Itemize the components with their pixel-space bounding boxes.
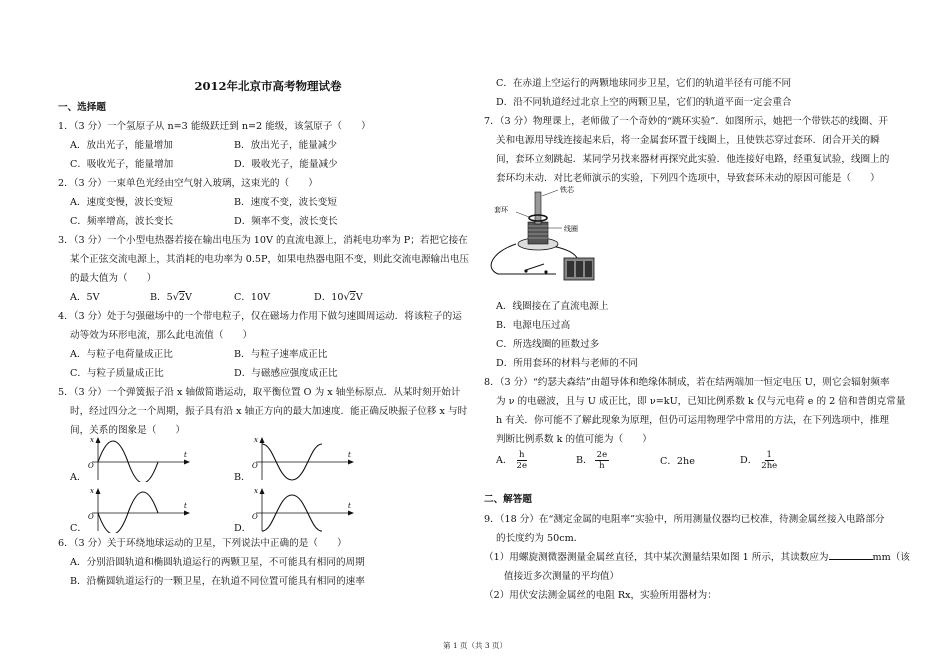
q5b-origin: O xyxy=(252,462,258,470)
q5-graph-c xyxy=(84,487,194,533)
q6-stem: 6．（3 分）关于环绕地球运动的卫星，下列说法中正确的是（ ） xyxy=(58,538,347,549)
page-footer: 第 1 页（共 3 页） xyxy=(442,641,508,650)
q4-option-d: D．与磁感应强度成正比 xyxy=(234,368,338,379)
q5d-axis-t: t xyxy=(348,502,351,510)
q5c-origin: O xyxy=(88,513,94,521)
q4-option-c: C．与粒子质量成正比 xyxy=(70,368,164,379)
q7-option-c: C．所选线圈的匝数过多 xyxy=(496,339,600,350)
q3-option-c: C．10V xyxy=(234,292,271,303)
q7-label-ring: 套环 xyxy=(494,206,508,214)
q4-line-1: 4．（3 分）处于匀强磁场中的一个带电粒子，仅在磁场力作用下做匀速圆周运动．将该粒子的运 xyxy=(58,311,462,322)
q5-option-d: D． xyxy=(234,523,252,534)
q5d-origin: O xyxy=(252,513,258,521)
q9-line-5: （2）用伏安法测金属丝的电阻 Rx，实验所用器材为： xyxy=(484,590,717,601)
q2-option-b: B．速度不变，波长变短 xyxy=(234,197,337,208)
q6-option-d: D．沿不同轨道经过北京上空的两颗卫星，它们的轨道平面一定会重合 xyxy=(496,97,792,108)
q6-option-b: B．沿椭圆轨道运行的一颗卫星，在轨道不同位置可能具有相同的速率 xyxy=(70,576,365,587)
q1-stem: 1．（3 分）一个氢原子从 n=3 能级跃迁到 n=2 能级，该氢原子（ ） xyxy=(58,121,371,132)
q5-option-c: C． xyxy=(70,523,87,534)
q5c-axis-x: x xyxy=(90,487,94,495)
q7-line-1: 7．（3 分）物理课上，老师做了一个奇妙的“跳环实验”．如图所示，她把一个带铁芯的线圈、开 xyxy=(484,116,889,127)
q6-option-a: A．分别沿圆轨道和椭圆轨道运行的两颗卫星，不可能具有相同的周期 xyxy=(70,557,365,568)
q3-option-d: D．10√2V xyxy=(314,292,363,303)
section-choice: 一、选择题 xyxy=(58,102,106,113)
q7-label-core: 铁芯 xyxy=(560,186,574,194)
section-answer: 二、解答题 xyxy=(484,494,532,505)
q3-line-2: 某个正弦交流电源上，其消耗的电功率为 0.5P，如果电热器电阻不变，则此交流电源输出电压 xyxy=(70,254,469,265)
q2-option-c: C．频率增高，波长变长 xyxy=(70,216,174,227)
q5-option-b: B． xyxy=(234,472,251,483)
q8-line-2: 为 ν 的电磁波，且与 U 成正比，即 ν=kU，已知比例系数 k 仅与元电荷 e 的 2 倍和普朗克常量 xyxy=(496,396,906,407)
q5-graph-b xyxy=(248,436,358,482)
q9-line-3: （1）用螺旋测微器测量金属丝直径，其中某次测量结果如图 1 所示，其读数应为 mm（该 xyxy=(484,548,910,567)
q8-line-4: 判断比例系数 k 的值可能为（ ） xyxy=(496,434,652,445)
q5a-axis-x: x xyxy=(90,436,94,444)
q7-line-3: 间，套环立刻跳起．某同学另找来器材再探究此实验．他连接好电路，经重复试验，线圈上的 xyxy=(496,154,890,165)
q8-line-3: h 有关．你可能不了解此现象为原理，但仍可运用物理学中常用的方法，在下列选项中，推理 xyxy=(496,415,889,426)
q8-line-1: 8．（3 分）“约瑟夫森结”由超导体和绝缘体制成，若在结两端加一恒定电压 U，则它会辐射频率 xyxy=(484,377,890,388)
q3-line-1: 3．（3 分）一个小型电热器若接在输出电压为 10V 的直流电源上，消耗电功率为 P；若把它接在 xyxy=(58,235,468,246)
q5-option-a: A． xyxy=(70,472,87,483)
q3-option-b: B．5√2V xyxy=(150,292,192,303)
q9-line-1: 9．（18 分）在“测定金属的电阻率”实验中，所用测量仪器均已校准，待测金属丝接入电路部分 xyxy=(484,514,885,525)
q5-graph-d xyxy=(248,487,358,533)
q7-apparatus-figure xyxy=(486,186,616,294)
q4-option-b: B．与粒子速率成正比 xyxy=(234,349,328,360)
q8-option-d: D． $\frac{1}{2he}$ xyxy=(740,450,778,471)
q4-option-a: A．与粒子电荷量成正比 xyxy=(70,349,173,360)
q2-stem: 2．（3 分）一束单色光经由空气射入玻璃，这束光的（ ） xyxy=(58,178,318,189)
q5b-axis-t: t xyxy=(348,451,351,459)
q5d-axis-x: x xyxy=(254,487,258,495)
q5c-axis-t: t xyxy=(184,502,187,510)
q7-line-2: 关和电源用导线连接起来后，将一金属套环置于线圈上，且使铁芯穿过套环．闭合开关的瞬 xyxy=(496,135,880,146)
q7-option-d: D．所用套环的材料与老师的不同 xyxy=(496,358,639,369)
q1-option-a: A．放出光子，能量增加 xyxy=(70,140,173,151)
q5a-axis-t: t xyxy=(184,451,187,459)
q2-option-a: A．速度变慢，波长变短 xyxy=(70,197,173,208)
q6-option-c: C．在赤道上空运行的两颗地球同步卫星，它们的轨道半径有可能不同 xyxy=(496,78,792,89)
q9-line-2: 的长度约为 50cm． xyxy=(496,533,584,544)
q8-option-c: C．2he xyxy=(660,456,695,467)
q7-option-a: A．线圈接在了直流电源上 xyxy=(496,301,609,312)
q4-line-2: 动等效为环形电流，那么此电流值（ ） xyxy=(70,330,253,341)
q3-line-3: 的最大值为（ ） xyxy=(70,273,157,284)
q1-option-c: C．吸收光子，能量增加 xyxy=(70,159,174,170)
q8-option-a: A． $\frac{h}{2e}$ xyxy=(496,450,527,471)
q5-line-3: 间，关系的图象是（ ） xyxy=(70,425,186,436)
q7-label-coil: 线圈 xyxy=(564,225,578,233)
q5b-axis-x: x xyxy=(254,436,258,444)
q2-option-d: D．频率不变，波长变长 xyxy=(234,216,338,227)
page-title: 2012年北京市高考物理试卷 xyxy=(194,79,342,93)
q9-answer-blank xyxy=(829,549,873,560)
q7-option-b: B．电源电压过高 xyxy=(496,320,571,331)
q5-line-1: 5．（3 分）一个弹簧振子沿 x 轴做简谐运动，取平衡位置 O 为 x 轴坐标原点．从某时刻开始计 xyxy=(58,387,461,398)
q1-option-d: D．吸收光子，能量减少 xyxy=(234,159,338,170)
q5-graph-a xyxy=(84,436,194,482)
q3-option-a: A．5V xyxy=(70,292,100,303)
q7-line-4: 套环均未动．对比老师演示的实验，下列四个选项中，导致套环未动的原因可能是（ ） xyxy=(496,173,880,184)
q1-option-b: B．放出光子，能量减少 xyxy=(234,140,337,151)
q5-line-2: 时，经过四分之一个周期，振子具有沿 x 轴正方向的最大加速度．能正确反映振子位移 x 与时 xyxy=(70,406,468,417)
q8-option-b: B． $\frac{2e}{h}$ xyxy=(576,450,608,471)
q9-line-4: 值接近多次测量的平均值） xyxy=(504,571,620,582)
q5a-origin: O xyxy=(88,462,94,470)
